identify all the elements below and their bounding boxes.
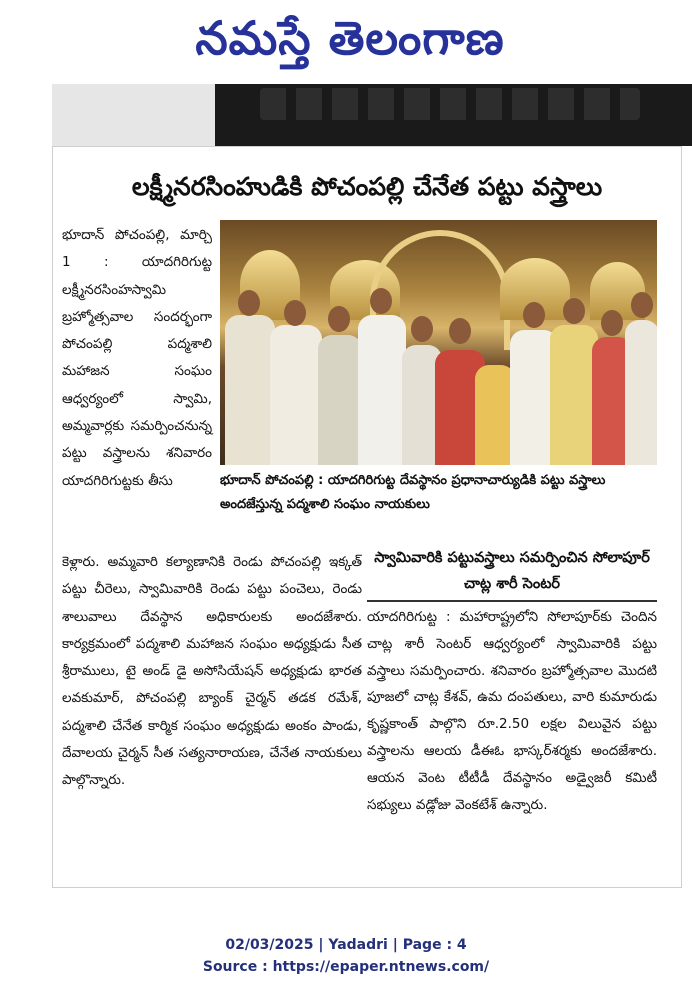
side-article-headline: స్వామివారికి పట్టువస్త్రాలు సమర్పించిన సోలాపూర్ చాట్ల శారీ సెంటర్	[374, 550, 650, 592]
article-photo	[220, 220, 657, 465]
article-body-wide-column: కెళ్లారు. అమ్మవారి కల్యాణానికి రెండు పోచంపల్లి ఇక్కత్ పట్టు చీరెలు, స్వామివారికి రెండు పట్టు పంచెలు, రెండు శాలువాలు దేవస్థాన అధికారులకు అందజేశారు. కార్యక్రమంలో పద్మశాలి మహాజన సంఘం అధ్యక్షుడు సీత శ్రీరాములు, టై అండ్ డై అసోసియేషన్ అధ్యక్షుడు భారత లవకుమార్, పోచంపల్లి బ్యాంక్ చైర్మన్ తడక రమేశ్, పద్మశాలి చేనేత కార్మిక సంఘం అధ్యక్షుడు అంకం పాండు, దేవాలయ చైర్మన్ సీత సత్యనారాయణ, చేనేత నాయకులు పాల్గొన్నారు.	[62, 554, 362, 789]
side-article-rule	[367, 600, 657, 602]
article-headline: లక్ష్మీనరసింహుడికి పోచంపల్లి చేనేత పట్టు వస్త్రాలు	[131, 172, 603, 201]
photo-caption: భూదాన్ పోచంపల్లి : యాదగిరిగుట్ట దేవస్థానం ప్రధానాచార్యుడికి పట్టు వస్త్రాలు అందజేస్తున్న పద్మశాలి సంఘం నాయకులు	[220, 473, 606, 512]
cropped-next-headline	[52, 900, 682, 922]
side-article-body: యాదగిరిగుట్ట : మహారాష్ట్రలోని సోలాపూర్‌కు చెందిన చాట్ల శారీ సెంటర్ ఆధ్వర్యంలో స్వామివారికి పట్టు వస్త్రాలు సమర్పించారు. శనివారం బ్రహ్మోత్సవాల మొదటి పూజలో చాట్ల కేశవ్, ఉమ దంపతులు, వారి కుమారుడు కృష్ణకాంత్ పాల్గొని రూ.2.50 లక్షల విలువైన పట్టు వస్త్రాలను ఆలయ డీఈఓ భాస్కర్‌శర్మకు అందజేశారు. ఆయన వెంట టీటీడీ దేవస్థానం అడ్వైజరీ కమిటీ సభ్యులు వడ్లోజు వెంకటేశ్ ఉన్నారు.	[367, 609, 657, 813]
page-footer	[0, 934, 692, 978]
edition-info: 02/03/2025 | Yadadri | Page : 4	[225, 937, 467, 953]
article-body-narrow-column: భూదాన్ పోచంపల్లి, మార్చి 1 : యాదగిరిగుట్ట లక్ష్మీనరసింహస్వామి బ్రహ్మోత్సవాల సందర్భంగా పోచంపల్లి పద్మశాలి మహాజన సంఘం ఆధ్వర్యంలో స్వామి, అమ్మవార్లకు సమర్పించనున్న పట్టు వస్త్రాలను శనివారం యాదగిరిగుట్టకు తీసు	[62, 227, 212, 489]
source-link[interactable]: Source : https://epaper.ntnews.com/	[202, 959, 490, 975]
cropped-banner-text	[260, 88, 640, 120]
newspaper-masthead: నమస్తే తెలంగాణ	[195, 11, 505, 65]
